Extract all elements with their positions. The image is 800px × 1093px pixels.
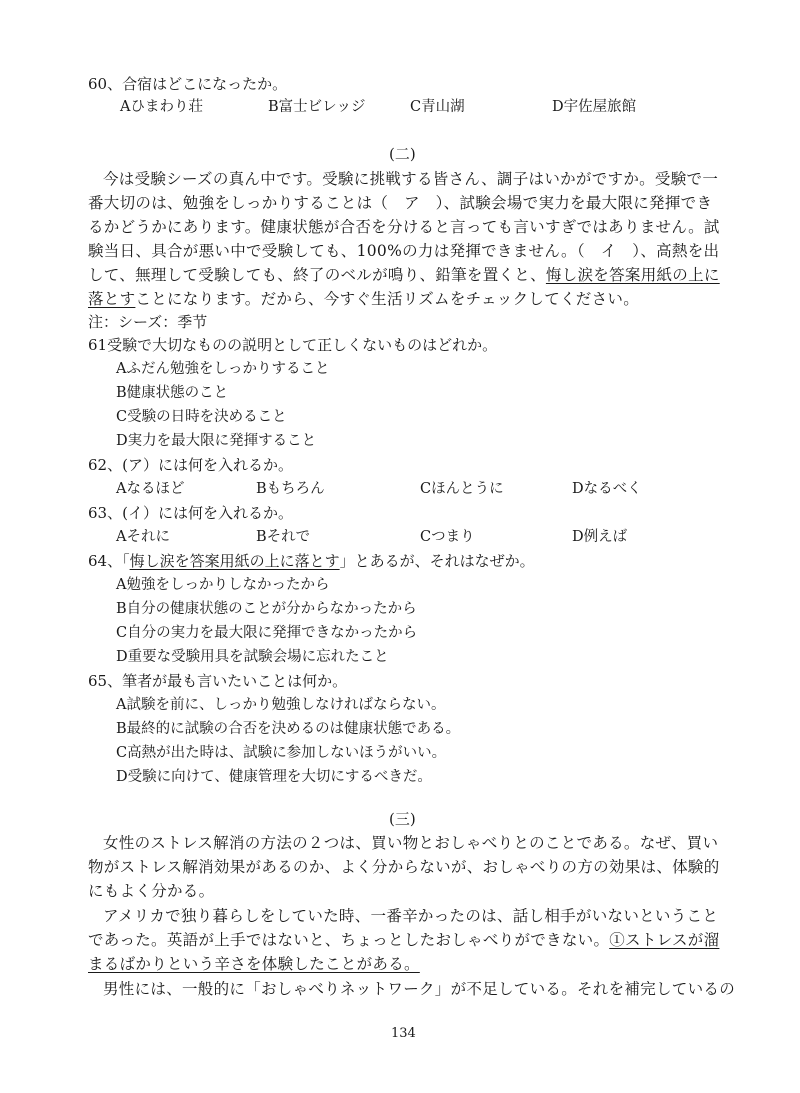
q64-quoted-phrase: 悔し涙を答案用紙の上に落とす [129,552,340,570]
vocab-note: 注：シーズ：季节 [88,313,208,331]
q60-option-b: B富士ビレッジ [268,99,366,115]
underlined-sentence-1-cont: まるばかりという辛さを体験したことがある。 [88,955,420,973]
page-number: 134 [391,1026,416,1041]
passage-3-p3-line-1: 男性には、一般的に「おしゃべりネットワーク」が不足している。それを補完しているの [103,980,736,998]
passage-3-p1-line-1: 女性のストレス解消の方法の２つは、買い物とおしゃべりとのことである。なぜ、買い [103,834,719,852]
q62-option-a: Aなるほど [116,481,185,497]
q60-option-a: Aひまわり荘 [120,99,203,115]
q64-option-a: A勉強をしっかりしなかったから [116,577,330,593]
passage-2-line-6 [88,292,639,308]
q61-option-d: D実力を最大限に発揮すること [116,433,317,449]
q64-option-b: B自分の健康状態のことが分からなかったから [116,601,417,617]
question-64 [88,554,535,569]
q63-option-a: Aそれに [116,529,170,545]
passage-2-line-4: 験当日、具合が悪い中で受験しても、100%の力は発揮できません。（ イ ）、高熱を出 [88,242,720,260]
passage-3-p1-line-2: 物がストレス解消効果があるのか、よく分からないが、おしゃべりの方の効果は、体験的 [88,858,720,876]
q65-option-b: B最終的に試験の合否を決めるのは健康状態である。 [116,721,461,737]
passage-3-p1-line-3: にもよく分かる。 [88,882,215,900]
passage-2-line-1: 今は受験シーズの真ん中です。受験に挑戦する皆さん、調子はいかがですか。受験で一 [103,170,719,188]
q60-option-c: C青山湖 [410,99,465,115]
q64-option-d: D重要な受験用具を試験会場に忘れたこと [116,649,389,665]
underlined-phrase-cont: 落とす [88,290,136,308]
question-63: 63、(イ）には何を入れるか。 [88,504,293,522]
q65-option-c: C高熱が出た時は、試験に参加しないほうがいい。 [116,745,447,761]
question-65: 65、筆者が最も言いたいことは何か。 [88,672,348,690]
passage-3-p2-line-1: アメリカで独り暮らしをしていた時、一番辛かったのは、話し相手がいないということ [103,907,719,925]
passage-2-line-3: るかどうかにあります。健康状態が合否を分けると言っても言いすぎではありません。試 [88,218,720,236]
passage-2-line-5 [88,268,720,284]
q64-suffix: 」とあるが、それはなぜか。 [339,552,535,570]
section-2-heading: (二) [389,145,416,163]
q63-option-c: Cつまり [420,529,475,545]
q65-option-d: D受験に向けて、健康管理を大切にするべきだ。 [116,769,432,785]
passage-2-line-2: 番大切のは、勉強をしっかりすることは（ ア ）、試験会場で実力を最大限に発揮でき [88,194,713,212]
q62-option-c: Cほんとうに [420,481,504,497]
passage-2-line-6-text: ことになります。だから、今すぐ生活リズムをチェックしてください。 [135,290,639,308]
passage-3-p2-line-2-text: であった。英語が上手ではないと、ちょっとしたおしゃべりができない。 [88,931,610,949]
q61-option-c: C受験の日時を決めること [116,409,287,425]
underlined-phrase: 悔し涙を答案用紙の上に [545,266,720,284]
q65-option-a: A試験を前に、しっかり勉強しなければならない。 [116,697,446,713]
q60-option-d: D宇佐屋旅館 [552,99,637,115]
passage-2-line-5-text: して、無理して受験しても、終了のベルが鳴り、鉛筆を置くと、 [88,266,546,284]
q62-option-b: Bもちろん [256,481,325,497]
q63-option-b: Bそれで [256,529,311,545]
section-3-heading: (三) [389,810,416,828]
q61-option-a: Aふだん勉強をしっかりすること [116,361,330,377]
q64-prefix: 64、「 [88,552,130,570]
q62-option-d: Dなるべく [572,481,642,497]
q61-option-b: B健康状態のこと [116,385,229,401]
underlined-sentence-1: ①ストレスが溜 [609,931,720,949]
passage-3-p2-line-3 [88,957,420,973]
question-62: 62、(ア）には何を入れるか。 [88,456,293,474]
question-60: 60、合宿はどこになったか。 [88,75,288,93]
question-61: 61受験で大切なものの説明として正しくないものはどれか。 [88,336,498,354]
passage-3-p2-line-2 [88,933,719,949]
q63-option-d: D例えば [572,529,628,545]
q64-option-c: C自分の実力を最大限に発揮できなかったから [116,625,418,641]
